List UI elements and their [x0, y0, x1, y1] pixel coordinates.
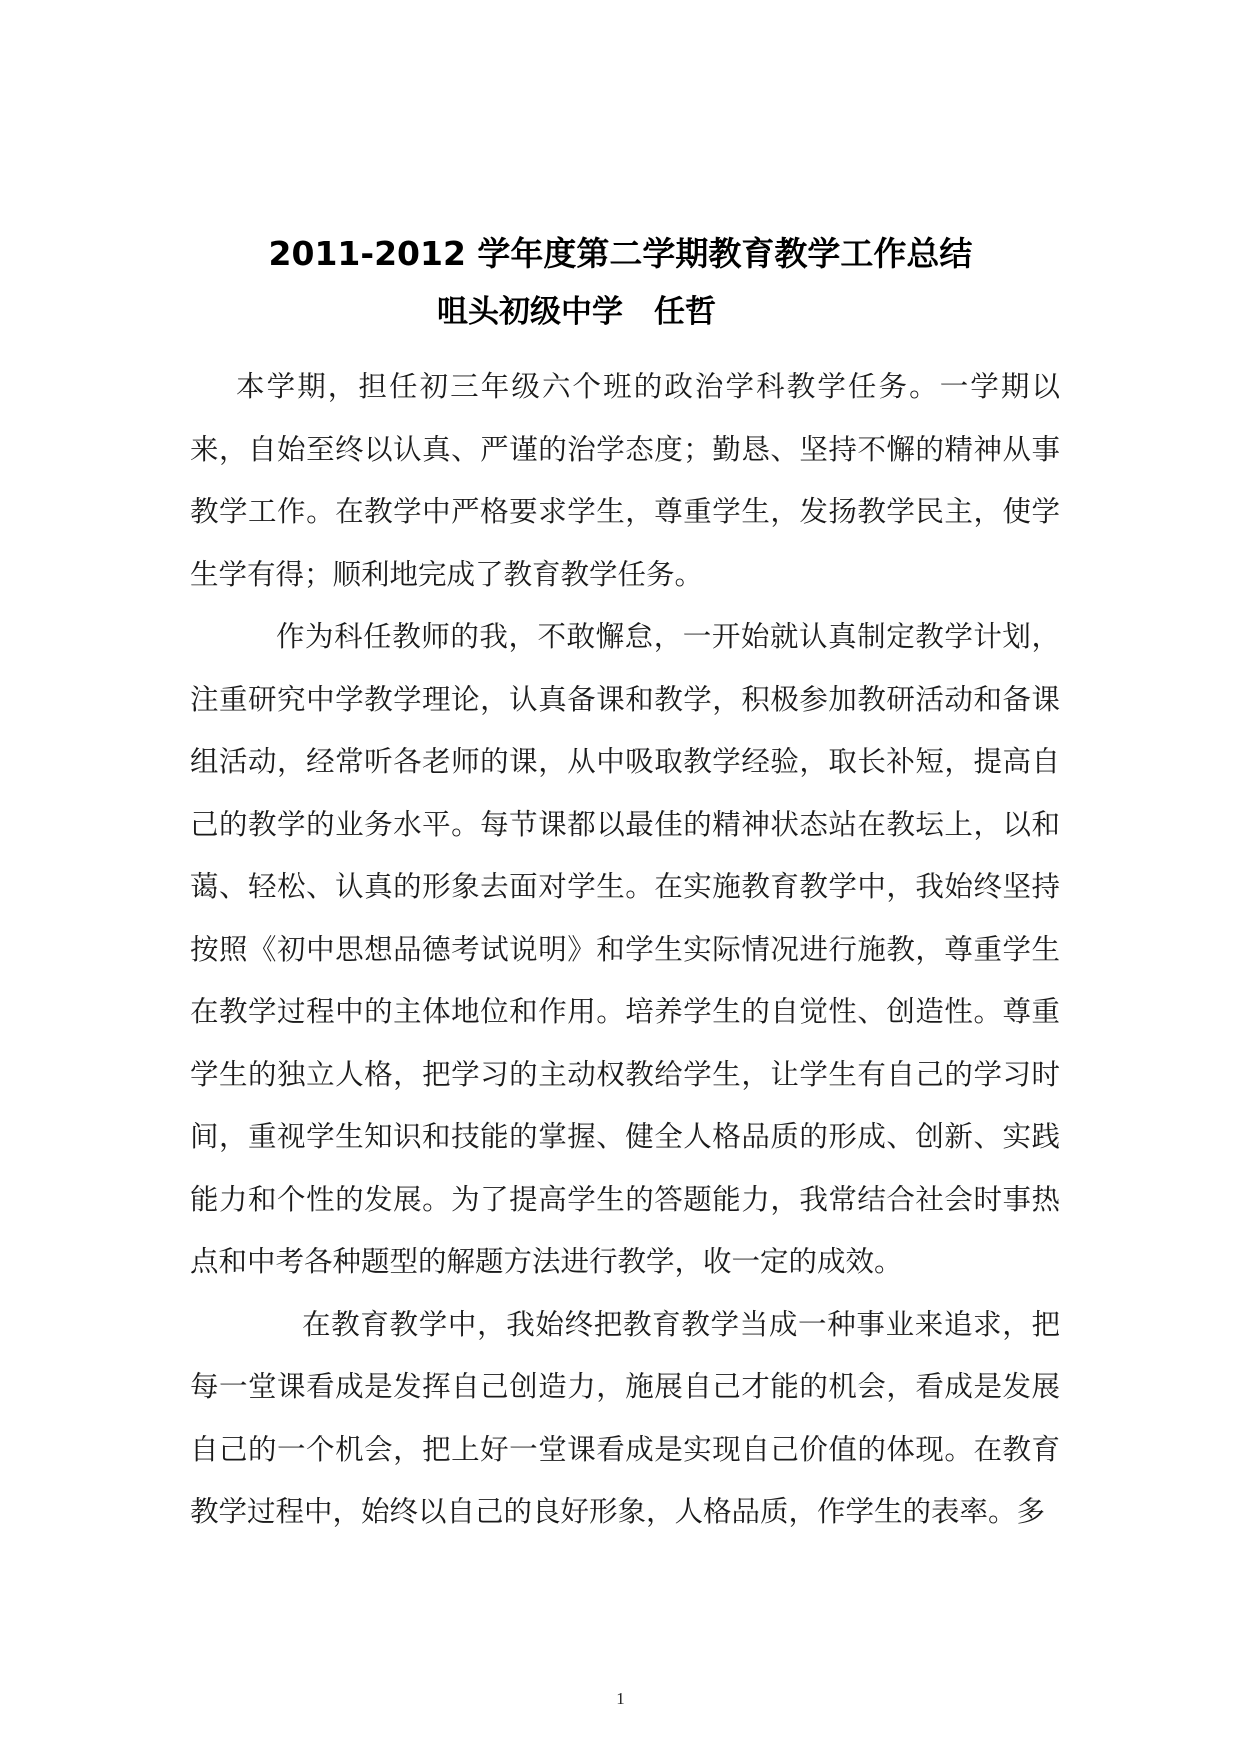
document-body [190, 356, 1060, 1544]
paragraph: 本学期，担任初三年级六个班的政治学科教学任务。一学期以来，自始至终以认真、严谨的治学态度；勤恳、坚持不懈的精神从事教学工作。在教学中严格要求学生，尊重学生，发扬教学民主，使学生学有得；顺利地完成了教育教学任务。 [190, 370, 1060, 591]
page-number: 1 [616, 1689, 625, 1708]
paragraph: 在教育教学中，我始终把教育教学当成一种事业来追求，把每一堂课看成是发挥自己创造力，施展自己才能的机会，看成是发展自己的一个机会，把上好一堂课看成是实现自己价值的体现。在教育教学过程中，始终以自己的良好形象，人格品质，作学生的表率。多 [190, 1307, 1060, 1528]
document-title: 2011-2012 学年度第二学期教育教学工作总结 [268, 234, 973, 273]
paragraph: 作为科任教师的我，不敢懈怠，一开始就认真制定教学计划，注重研究中学教学理论，认真备课和教学，积极参加教研活动和备课组活动，经常听各老师的课，从中吸取教学经验，取长补短，提高自己的教学的业务水平。每节课都以最佳的精神状态站在教坛上，以和蔼、轻松、认真的形象去面对学生。在实施教育教学中，我始终坚持按照《初中思想品德考试说明》和学生实际情况进行施教，尊重学生在教学过程中的主体地位和作用。培养学生的自觉性、创造性。尊重学生的独立人格，把学习的主动权教给学生，让学生有自己的学习时间，重视学生知识和技能的掌握、健全人格品质的形成、创新、实践能力和个性的发展。为了提高学生的答题能力，我常结合社会时事热点和中考各种题型的解题方法进行教学，收一定的成效。 [190, 620, 1060, 1278]
author-line: 咀头初级中学 任哲 [437, 294, 716, 330]
